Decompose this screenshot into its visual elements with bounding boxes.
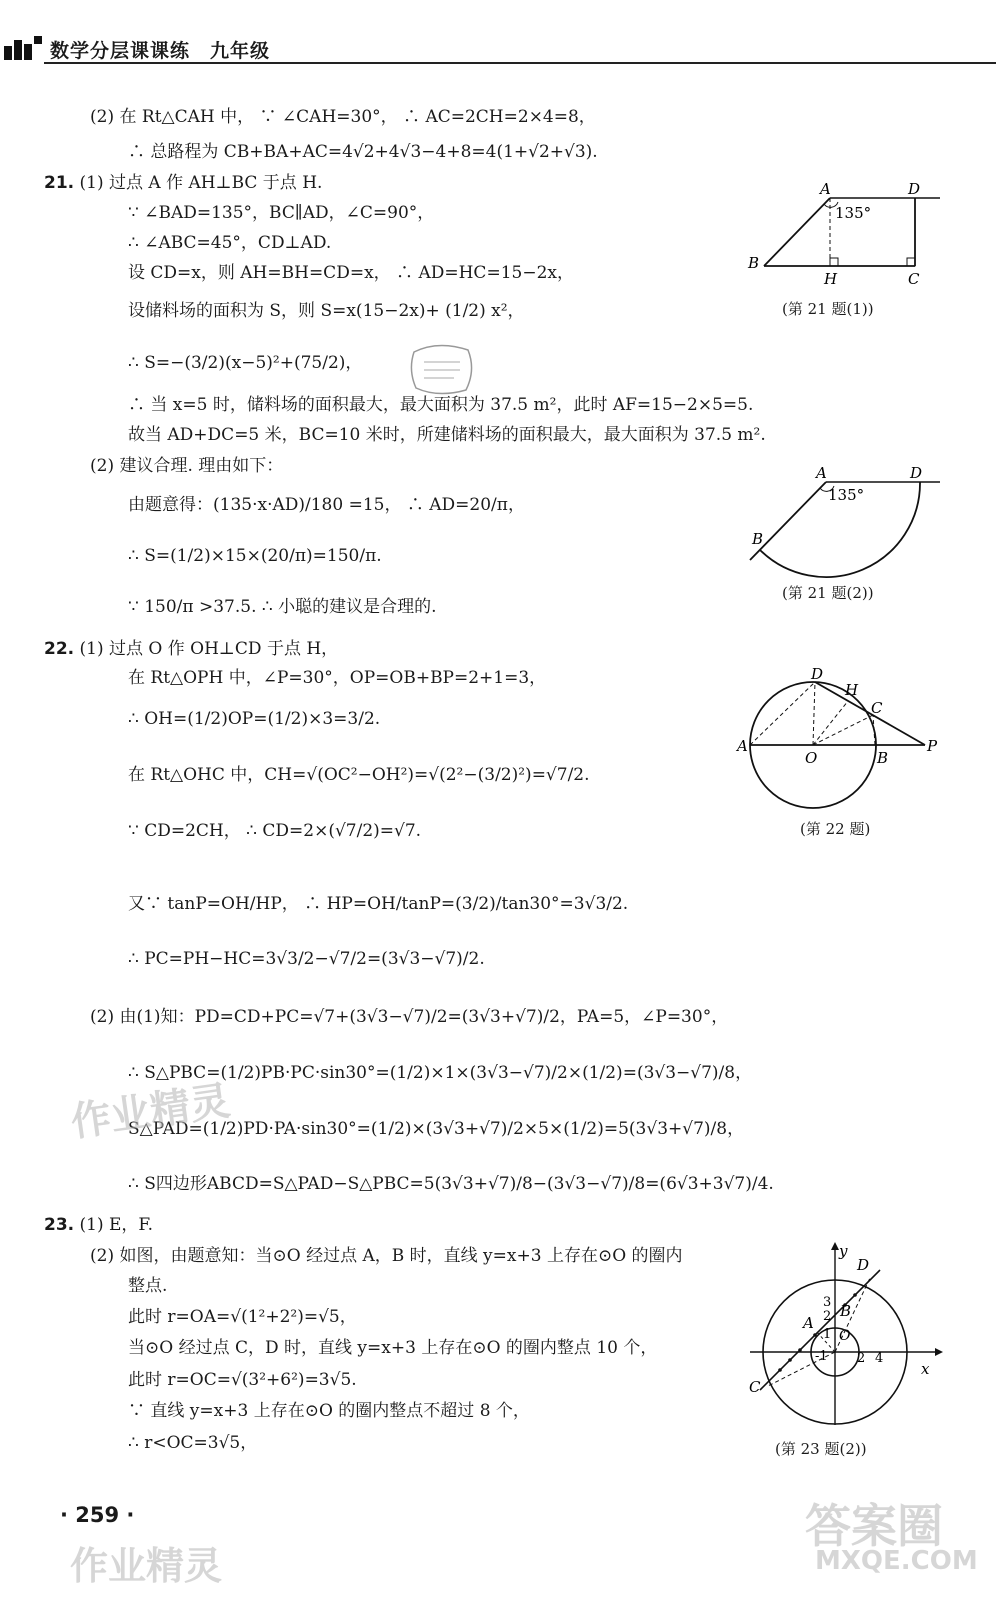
label-o: O xyxy=(839,1328,851,1344)
solution-text: (1) 过点 A 作 AH⊥BC 于点 H. xyxy=(79,173,323,193)
tick-x2: 2 xyxy=(857,1351,866,1366)
label-a: A xyxy=(737,737,748,755)
label-c: C xyxy=(908,270,920,288)
solution-line: ∵ CD=2CH， ∴ CD=2×(√7/2)=√7. xyxy=(128,821,422,841)
solution-line: 在 Rt△OPH 中，∠P=30°，OP=OB+BP=2+1=3， xyxy=(128,668,547,688)
label-h: H xyxy=(845,681,859,699)
figure-caption: (第 21 题(1)) xyxy=(782,300,874,318)
watermark: 作业精灵 xyxy=(68,1078,233,1146)
solution-line: ∴ S=(1/2)×15×(20/π)=150/π. xyxy=(128,546,382,566)
page-number: · 259 · xyxy=(60,1503,135,1527)
label-b: B xyxy=(840,1302,852,1320)
solution-line: 当⊙O 经过点 C，D 时，直线 y=x+3 上存在⊙O 的圈内整点 10 个， xyxy=(128,1338,658,1358)
tick-2: 2 xyxy=(823,1309,832,1324)
solution-line: 由题意得：(135·x·AD)/180 =15， ∴ AD=20/π， xyxy=(128,495,525,515)
figure-23 xyxy=(745,1240,950,1430)
label-b: B xyxy=(877,749,889,767)
solution-line: ∵ 直线 y=x+3 上存在⊙O 的圈内整点不超过 8 个， xyxy=(128,1401,530,1421)
solution-line: (2) 由(1)知：PD=CD+PC=√7+(3√3−√7)/2=(3√3+√7)/2，PA=5，∠P=30°， xyxy=(90,1007,729,1027)
label-y: y xyxy=(839,1242,848,1260)
figure-caption: (第 23 题(2)) xyxy=(775,1440,867,1458)
solution-line: ∴ 当 x=5 时，储料场的面积最大，最大面积为 37.5 m²，此时 AF=15−2×5=5. xyxy=(128,395,754,415)
label-d: D xyxy=(811,665,824,683)
solution-line: ∴ ∠ABC=45°，CD⊥AD. xyxy=(128,233,332,253)
problem-23-line xyxy=(44,1214,153,1236)
solution-line: 在 Rt△OHC 中，CH=√(OC²−OH²)=√(2²−(3/2)²)=√7/2. xyxy=(128,765,590,785)
solution-line: ∴ S△PBC=(1/2)PB·PC·sin30°=(1/2)×1×(3√3−√7)/2×(1/2)=(3√3−√7)/8， xyxy=(128,1063,753,1083)
solution-line: 整点. xyxy=(128,1276,168,1296)
label-a: A xyxy=(816,464,827,482)
figure-22 xyxy=(735,665,950,810)
angle-label: 135° xyxy=(828,486,865,504)
label-h: H xyxy=(824,270,838,288)
solution-line: ∵ 150/π >37.5. ∴ 小聪的建议是合理的. xyxy=(128,597,437,617)
tick-3: 3 xyxy=(823,1295,832,1310)
problem-22-line xyxy=(44,638,338,660)
figure-caption: (第 21 题(2)) xyxy=(782,584,874,602)
solution-line: (2) 在 Rt△CAH 中， ∵ ∠CAH=30°， ∴ AC=2CH=2×4=8， xyxy=(90,107,596,127)
watermark: 答案圈 xyxy=(805,1499,943,1553)
figure-21-2 xyxy=(740,460,950,575)
solution-line: ∴ S=−(3/2)(x−5)²+(75/2)， xyxy=(128,353,363,373)
solution-line: 故当 AD+DC=5 米，BC=10 米时，所建储料场的面积最大，最大面积为 37.5 m². xyxy=(128,425,766,445)
figure-caption: (第 22 题) xyxy=(800,820,871,838)
problem-number: 23. xyxy=(44,1215,75,1235)
angle-label: 135° xyxy=(835,204,872,222)
solution-line: 此时 r=OA=√(1²+2²)=√5， xyxy=(128,1307,357,1327)
solution-line: ∴ S四边形ABCD=S△PAD−S△PBC=5(3√3+√7)/8−(3√3−√7)/8=(6√3+3√7)/4. xyxy=(128,1174,774,1194)
page-header xyxy=(0,0,996,62)
label-o: O xyxy=(805,749,818,767)
solution-line: 设储料场的面积为 S，则 S=x(15−2x)+ (1/2) x²， xyxy=(128,301,525,321)
label-c: C xyxy=(871,699,883,717)
label-b: B xyxy=(752,530,764,548)
solution-text: (1) E，F. xyxy=(79,1215,153,1235)
label-a: A xyxy=(803,1314,814,1332)
solution-line: (2) 如图，由题意知：当⊙O 经过点 A，B 时，直线 y=x+3 上存在⊙O 的圈内 xyxy=(90,1246,683,1266)
solution-line: ∴ 总路程为 CB+BA+AC=4√2+4√3−4+8=4(1+√2+√3). xyxy=(128,142,598,162)
problem-number: 22. xyxy=(44,639,75,659)
problem-number: 21. xyxy=(44,173,75,193)
problem-21-line xyxy=(44,172,322,194)
label-a: A xyxy=(820,180,831,198)
solution-line: ∴ r<OC=3√5， xyxy=(128,1433,258,1453)
publisher-logo-icon xyxy=(4,36,42,60)
stamp-icon xyxy=(408,340,476,398)
solution-text: (1) 过点 O 作 OH⊥CD 于点 H， xyxy=(79,639,339,659)
label-d: D xyxy=(908,180,921,198)
book-title: 数学分层课课练 九年级 xyxy=(50,40,271,62)
label-p: P xyxy=(927,737,938,755)
solution-line: S△PAD=(1/2)PD·PA·sin30°=(1/2)×(3√3+√7)/2×5×(1/2)=5(3√3+√7)/8， xyxy=(128,1119,745,1139)
watermark: 作业精灵 xyxy=(70,1544,223,1588)
tick-x4: 4 xyxy=(875,1351,884,1366)
label-c: C xyxy=(749,1378,761,1396)
label-b: B xyxy=(748,254,760,272)
solution-line: ∴ OH=(1/2)OP=(1/2)×3=3/2. xyxy=(128,709,381,729)
watermark: MXQE.COM xyxy=(815,1546,978,1576)
tick-1: 1 xyxy=(823,1327,832,1342)
solution-line: ∵ ∠BAD=135°，BC∥AD，∠C=90°， xyxy=(128,203,435,223)
label-x: x xyxy=(921,1360,930,1378)
label-d: D xyxy=(857,1256,870,1274)
figure-21-1 xyxy=(740,178,950,288)
solution-line: 此时 r=OC=√(3²+6²)=3√5. xyxy=(128,1370,357,1390)
solution-line: 设 CD=x，则 AH=BH=CD=x， ∴ AD=HC=15−2x， xyxy=(128,263,574,283)
label-d: D xyxy=(910,464,923,482)
tick-neg1: -1 xyxy=(815,1349,828,1364)
header-rule xyxy=(44,62,996,64)
solution-line: ∴ PC=PH−HC=3√3/2−√7/2=(3√3−√7)/2. xyxy=(128,949,485,969)
solution-line: 又∵ tanP=OH/HP， ∴ HP=OH/tanP=(3/2)/tan30°=3√3/2. xyxy=(128,894,629,914)
solution-line: (2) 建议合理. 理由如下： xyxy=(90,456,284,476)
